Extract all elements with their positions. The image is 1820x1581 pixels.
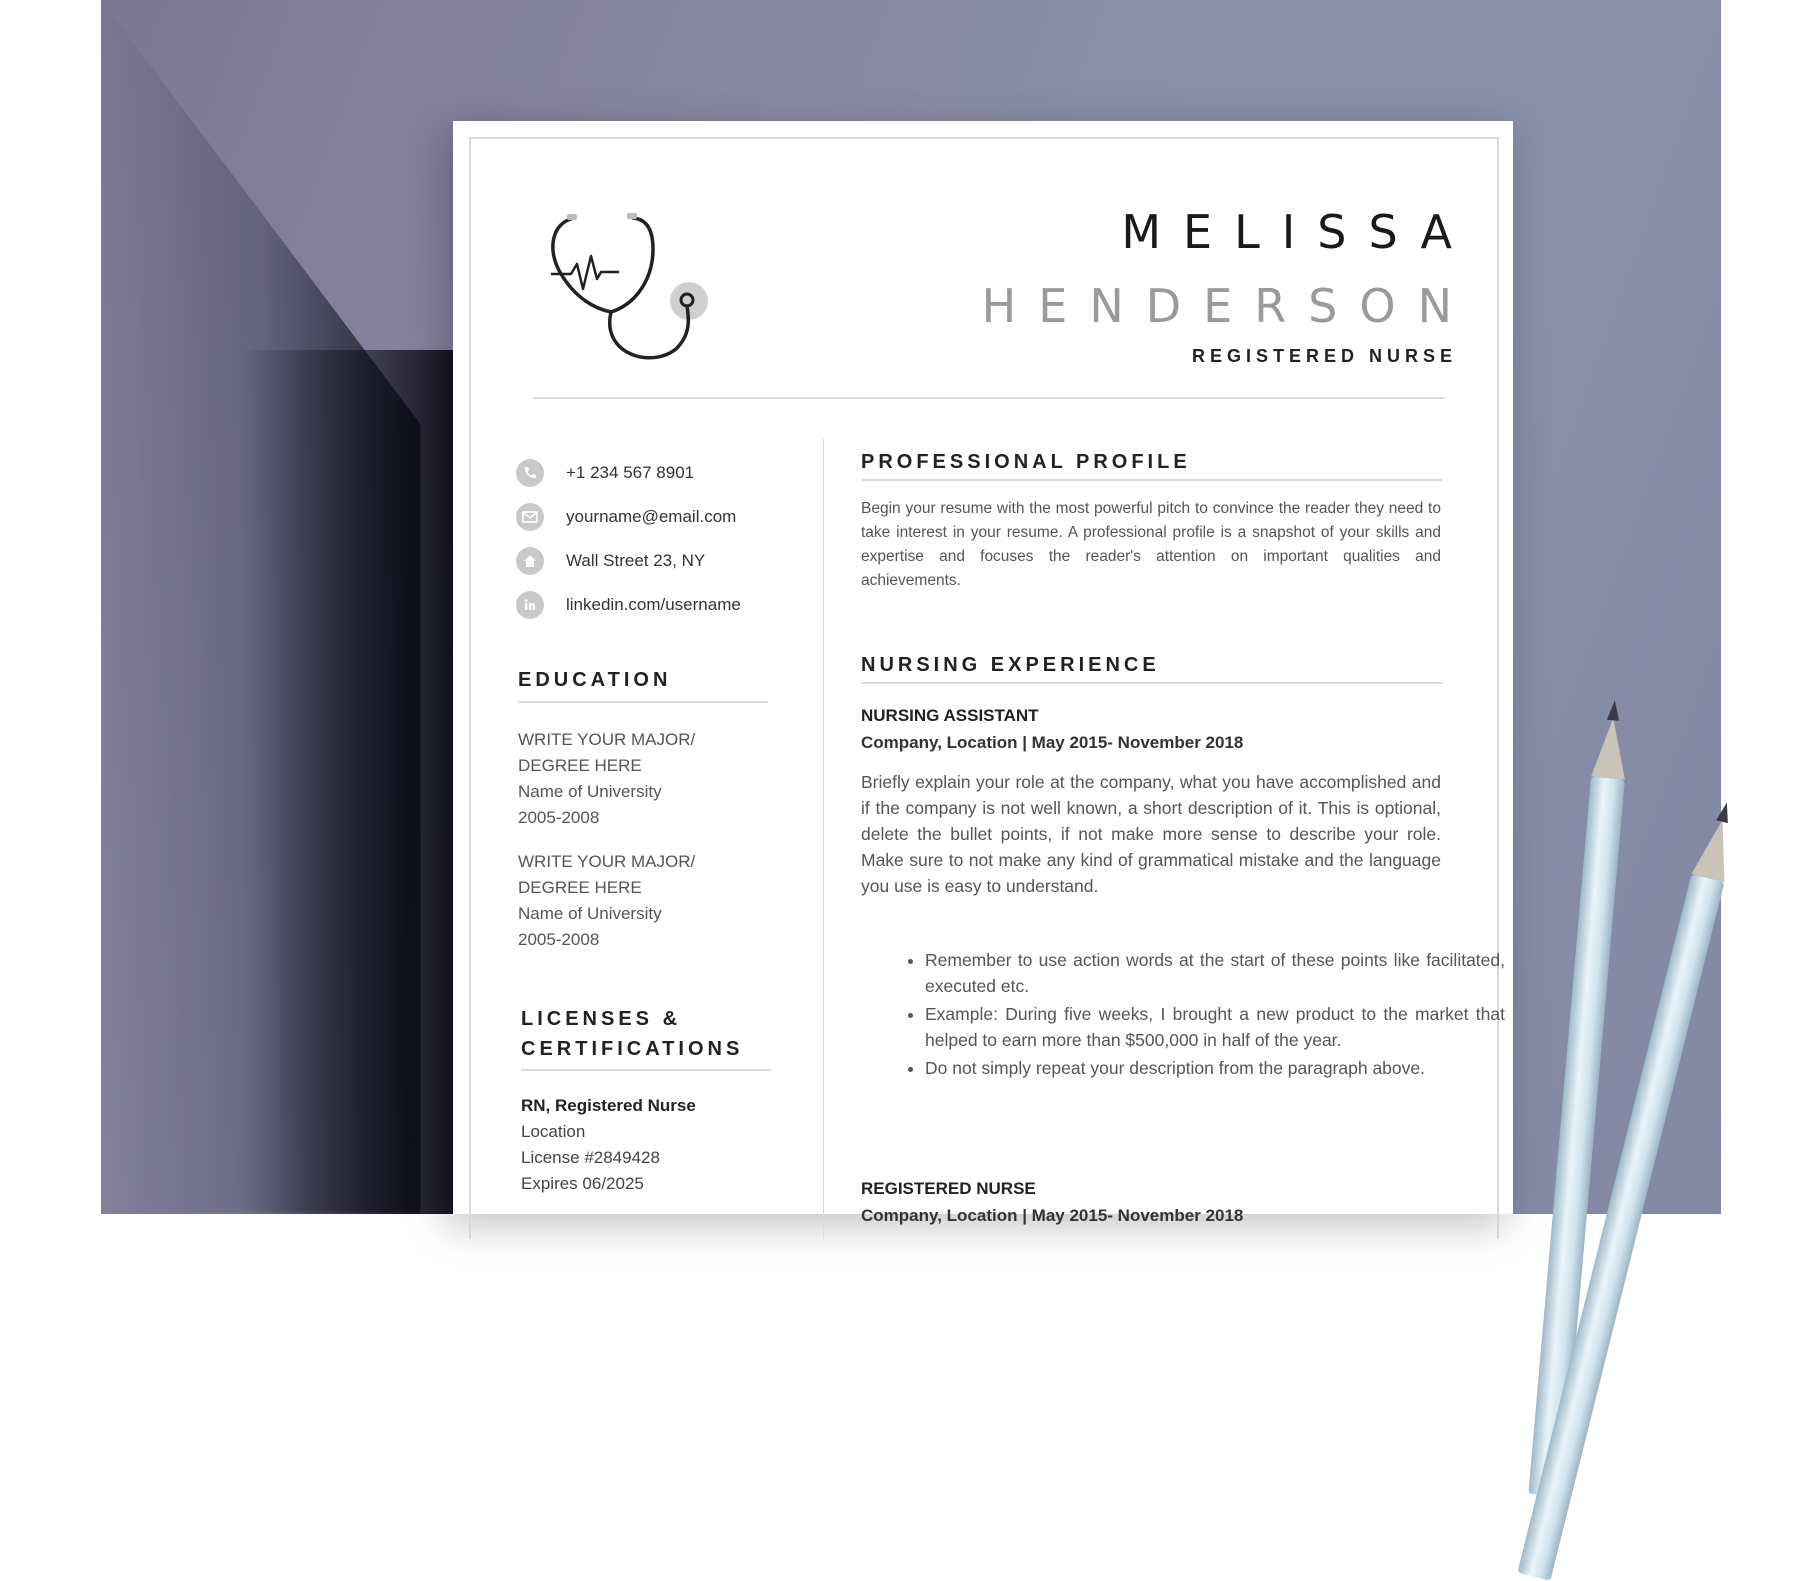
list-item: • Do not simply repeat your description from the paragraph above. (925, 1055, 1505, 1081)
education-heading: EDUCATION (518, 669, 672, 691)
list-item: • Remember to use action words at the start of these points like facilitated, executed etc. (925, 947, 1505, 999)
job-bullets (861, 947, 1505, 1083)
job-position: NURSING ASSISTANT (861, 706, 1039, 725)
education-entry (518, 849, 695, 953)
license-number: License #2849428 (521, 1148, 660, 1167)
pencil (1517, 874, 1724, 1581)
job-position: REGISTERED NURSE (861, 1179, 1036, 1198)
job-company: Company, Location | May 2015- November 2018 (861, 733, 1244, 752)
mail-icon (516, 503, 544, 531)
contact-email (516, 495, 806, 539)
stethoscope-icon (541, 194, 721, 369)
divider (533, 397, 1445, 399)
degree-line: WRITE YOUR MAJOR/ (518, 852, 696, 871)
school-years: 2005-2008 (518, 930, 600, 949)
experience-heading: NURSING EXPERIENCE (861, 654, 1160, 676)
license-location: Location (521, 1122, 586, 1141)
licenses-heading (521, 1004, 743, 1064)
license-name: RN, Registered Nurse (521, 1096, 696, 1115)
first-name: MELISSA (1121, 205, 1474, 259)
education-entry (518, 727, 695, 831)
backdrop (101, 0, 1721, 1225)
job-description: Briefly explain your role at the company, what you have accomplished and if the company is not well known, a short description of it. This is optional, delete the bullet points, if not make more sense to describe your role. Make sure to not make any kind of grammatical mistake and the language you use is easy to understand. (861, 772, 1441, 896)
divider (861, 682, 1443, 684)
profile-heading: PROFESSIONAL PROFILE (861, 451, 1191, 473)
school-name: Name of University (518, 782, 662, 801)
phone-number: +1 234 567 8901 (566, 463, 695, 482)
email-address: yourname@email.com (566, 507, 737, 526)
divider (861, 479, 1443, 481)
school-years: 2005-2008 (518, 808, 600, 827)
license-entry (521, 1093, 696, 1197)
resume-page (453, 121, 1513, 1225)
shadow (241, 350, 471, 1214)
list-item: • Example: During five weeks, I brought a new product to the market that helped to earn more than $500,000 in half of the year. (925, 1001, 1505, 1053)
job-title: REGISTERED NURSE (1191, 346, 1457, 366)
school-name: Name of University (518, 904, 662, 923)
profile-text: Begin your resume with the most powerful pitch to convince the reader they need to take interest in your resume. A professional profile is a snapshot of your skills and expertise and focuses the reader's attention on important qualities and achievements. (861, 500, 1441, 589)
column-divider (823, 439, 824, 1239)
linkedin-url: linkedin.com/username (566, 595, 741, 614)
phone-icon (516, 459, 544, 487)
street-address: Wall Street 23, NY (566, 551, 706, 570)
divider (518, 701, 768, 703)
linkedin-icon (516, 591, 544, 619)
license-expiry: Expires 06/2025 (521, 1174, 644, 1193)
licenses-heading-line: CERTIFICATIONS (521, 1038, 744, 1060)
page-border (469, 137, 1505, 1239)
contact-phone (516, 451, 806, 495)
degree-line: DEGREE HERE (518, 878, 642, 897)
degree-line: DEGREE HERE (518, 756, 642, 775)
job-company: Company, Location | May 2015- November 2018 (861, 1206, 1244, 1225)
contact-linkedin (516, 583, 806, 627)
contact-address (516, 539, 806, 583)
last-name: HENDERSON (981, 279, 1474, 333)
divider (521, 1069, 771, 1071)
contact-list (516, 451, 806, 627)
degree-line: WRITE YOUR MAJOR/ (518, 730, 696, 749)
home-icon (516, 547, 544, 575)
licenses-heading-line: LICENSES & (521, 1008, 682, 1030)
